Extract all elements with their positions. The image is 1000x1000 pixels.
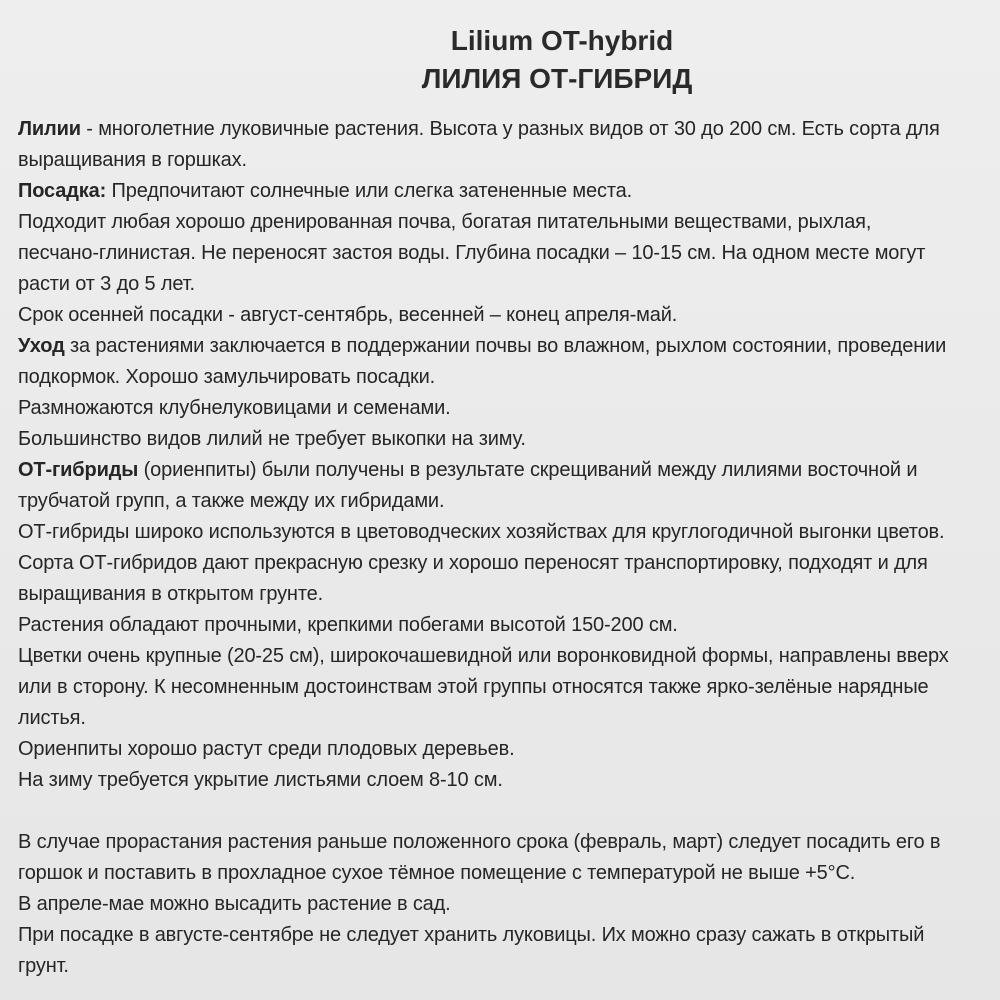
paragraph-early-sprout-line-2: горшок и поставить в прохладное сухое тёмное помещение с температурой не выше +5°С. <box>18 862 856 884</box>
paragraph-flowers-line-2: или в сторону. К несомненным достоинствам этой группы относятся также ярко-зелёные нарядные <box>18 676 929 698</box>
paragraph-care-line-1: Уход за растениями заключается в поддержании почвы во влажном, рыхлом состоянии, проведении <box>18 335 947 357</box>
paragraph-flowers-line-3: листья. <box>18 707 86 729</box>
paragraph-soil-line-3: расти от 3 до 5 лет. <box>18 273 195 295</box>
term-lilies: Лилии <box>18 118 81 140</box>
paragraph-floriculture: ОТ-гибриды широко используются в цветоводческих хозяйствах для круглогодичной выгонки цветов. <box>18 521 945 543</box>
paragraph-propagation: Размножаются клубнелуковицами и семенами. <box>18 397 451 419</box>
paragraph-planting-line-1: Посадка: Предпочитают солнечные или слегка затененные места. <box>18 180 633 202</box>
paragraph-lilies-line-2: выращивания в горшках. <box>18 149 247 171</box>
document-body <box>18 114 986 982</box>
paragraph-varieties-line-1: Сорта ОТ-гибридов дают прекрасную срезку и хорошо переносят транспортировку, подходят и для <box>18 552 928 574</box>
paragraph-ot-hybrids-line-1: ОТ-гибриды (ориенпиты) были получены в результате скрещиваний между лилиями восточной и <box>18 459 918 481</box>
paragraph-gap <box>18 796 986 827</box>
paragraph-stems: Растения обладают прочными, крепкими побегами высотой 150-200 см. <box>18 614 678 636</box>
paragraph-august-planting-line-2: грунт. <box>18 955 69 977</box>
paragraph-winter-digging: Большинство видов лилий не требует выкопки на зиму. <box>18 428 526 450</box>
title-russian: ЛИЛИЯ ОТ-ГИБРИД <box>421 63 693 94</box>
paragraph-varieties-line-2: выращивания в открытом грунте. <box>18 583 323 605</box>
paragraph-soil-line-2: песчано-глинистая. Не переносят застоя воды. Глубина посадки – 10-15 см. На одном месте могут <box>18 242 926 264</box>
paragraph-ot-hybrids-line-2: трубчатой групп, а также между их гибридами. <box>18 490 445 512</box>
paragraph-spring-planting: В апреле-мае можно высадить растение в сад. <box>18 893 451 915</box>
term-planting: Посадка: <box>18 180 107 202</box>
title-latin: Lilium OT-hybrid <box>450 25 674 56</box>
paragraph-early-sprout-line-1: В случае прорастания растения раньше положенного срока (февраль, март) следует посадить его в <box>18 831 941 853</box>
paragraph-flowers-line-1: Цветки очень крупные (20-25 см), широкочашевидной или воронковидной формы, направлены вверх <box>18 645 949 667</box>
term-ot-hybrids: ОТ-гибриды <box>18 459 139 481</box>
term-care: Уход <box>18 335 65 357</box>
paragraph-soil-line-1: Подходит любая хорошо дренированная почва, богатая питательными веществами, рыхлая, <box>18 211 872 233</box>
paragraph-winter-cover: На зиму требуется укрытие листьями слоем 8-10 см. <box>18 769 503 791</box>
paragraph-care-line-2: подкормок. Хорошо замульчировать посадки. <box>18 366 436 388</box>
paragraph-august-planting-line-1: При посадке в августе-сентябре не следует хранить луковицы. Их можно сразу сажать в открытый <box>18 924 925 946</box>
paragraph-orchards: Ориенпиты хорошо растут среди плодовых деревьев. <box>18 738 515 760</box>
paragraph-lilies-line-1: Лилии - многолетние луковичные растения. Высота у разных видов от 30 до 200 см. Есть сорта для <box>18 118 940 140</box>
paragraph-planting-time: Срок осенней посадки - август-сентябрь, весенней – конец апреля-май. <box>18 304 678 326</box>
